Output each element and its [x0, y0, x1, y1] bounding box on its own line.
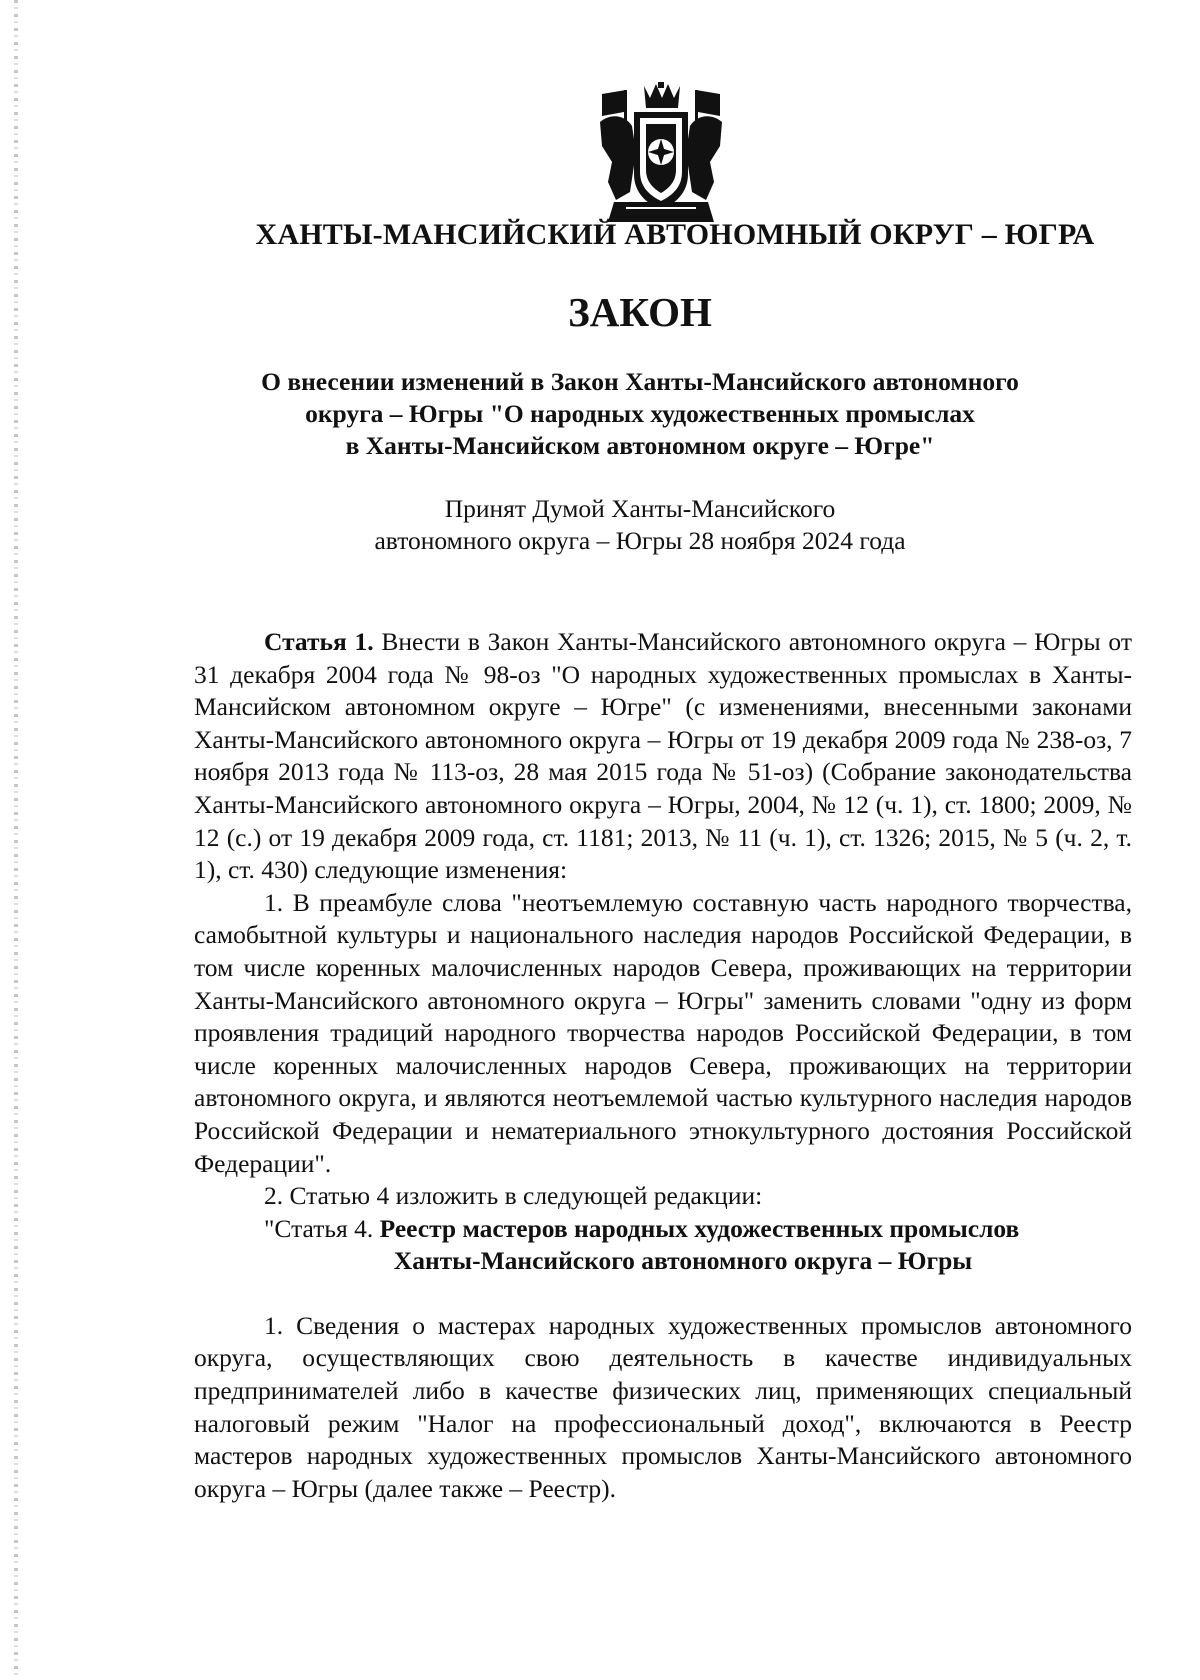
- document-body: [194, 626, 1132, 1505]
- article-4-prefix: "Статья 4.: [264, 1213, 374, 1243]
- region-name: ХАНТЫ-МАНСИЙСКИЙ АВТОНОМНЫЙ ОКРУГ – ЮГРА: [255, 218, 1095, 251]
- article-4-title: Реестр мастеров народных художественных промыслов: [379, 1213, 1020, 1243]
- spacer: [194, 1278, 1132, 1310]
- article-4-title-line-2: Ханты-Мансийского автономного округа – Югры: [393, 1246, 973, 1276]
- article-1-label: Статья 1.: [264, 627, 374, 656]
- article-1-item-1: 1. В преамбуле слова "неотъемлемую составную часть народного творчества, самобытной культуры и национального наследия народов Российской Федерации, в том числе коренных малочисленных народов Севера, проживающих на территории Ханты-Мансийского автономного округа – Югры" заменить словами "одну из форм проявления традиций народного творчества народов Российской Федерации, в том числе коренных малочисленных народов Севера, проживающих на территории автономного округа, и являются неотъемлемой частью культурного наследия народов Российской Федерации и нематериального этнокультурного достояния Российской Федерации".: [194, 887, 1132, 1178]
- article-1-text: Внести в Закон Ханты-Мансийского автономного округа – Югры от 31 декабря 2004 года № 98-оз "О народных художественных промыслах в Ханты-Мансийском автономном округе – Югре" (с изменениями, внесенными законами Ханты-Мансийского автономного округа – Югры от 19 декабря 2009 года № 238-оз, 7 ноября 2013 года № 113-оз, 28 мая 2015 года № 51-оз) (Собрание законодательства Ханты-Мансийского автономного округа – Югры, 2004, № 12 (ч. 1), ст. 1800; 2009, № 12 (с.) от 19 декабря 2009 года, ст. 1181; 2013, № 11 (ч. 1), ст. 1326; 2015, № 5 (ч. 2, т. 1), ст. 430) следующие изменения:: [194, 627, 1132, 885]
- law-title-line: О внесении изменений в Закон Ханты-Мансийского автономного: [261, 367, 1019, 396]
- law-title-line: в Ханты-Мансийском автономном округе – Югре": [345, 431, 935, 460]
- article-1-paragraph: [194, 626, 1132, 887]
- law-title-line: округа – Югры "О народных художественных промыслах: [305, 399, 975, 428]
- adoption-note: [40, 493, 1200, 557]
- article-4-heading: [194, 1213, 1132, 1246]
- document-type: ЗАКОН: [568, 289, 712, 335]
- article-4-paragraph-1: 1. Сведения о мастерах народных художественных промыслов автономного округа, осуществляющих свою деятельность в качестве индивидуальных предпринимателей либо в качестве физических лиц, применяющих специальный налоговый режим "Налог на профессиональный доход", включаются в Реестр мастеров народных художественных промыслов Ханты-Мансийского автономного округа – Югры (далее также – Реестр).: [194, 1310, 1132, 1503]
- coat-of-arms-icon: [596, 82, 726, 232]
- law-title: [40, 366, 1200, 462]
- article-1-item-2: 2. Статью 4 изложить в следующей редакции:: [264, 1181, 763, 1211]
- adoption-line: автономного округа – Югры 28 ноября 2024 года: [374, 526, 906, 555]
- adoption-line: Принят Думой Ханты-Мансийского: [444, 494, 836, 523]
